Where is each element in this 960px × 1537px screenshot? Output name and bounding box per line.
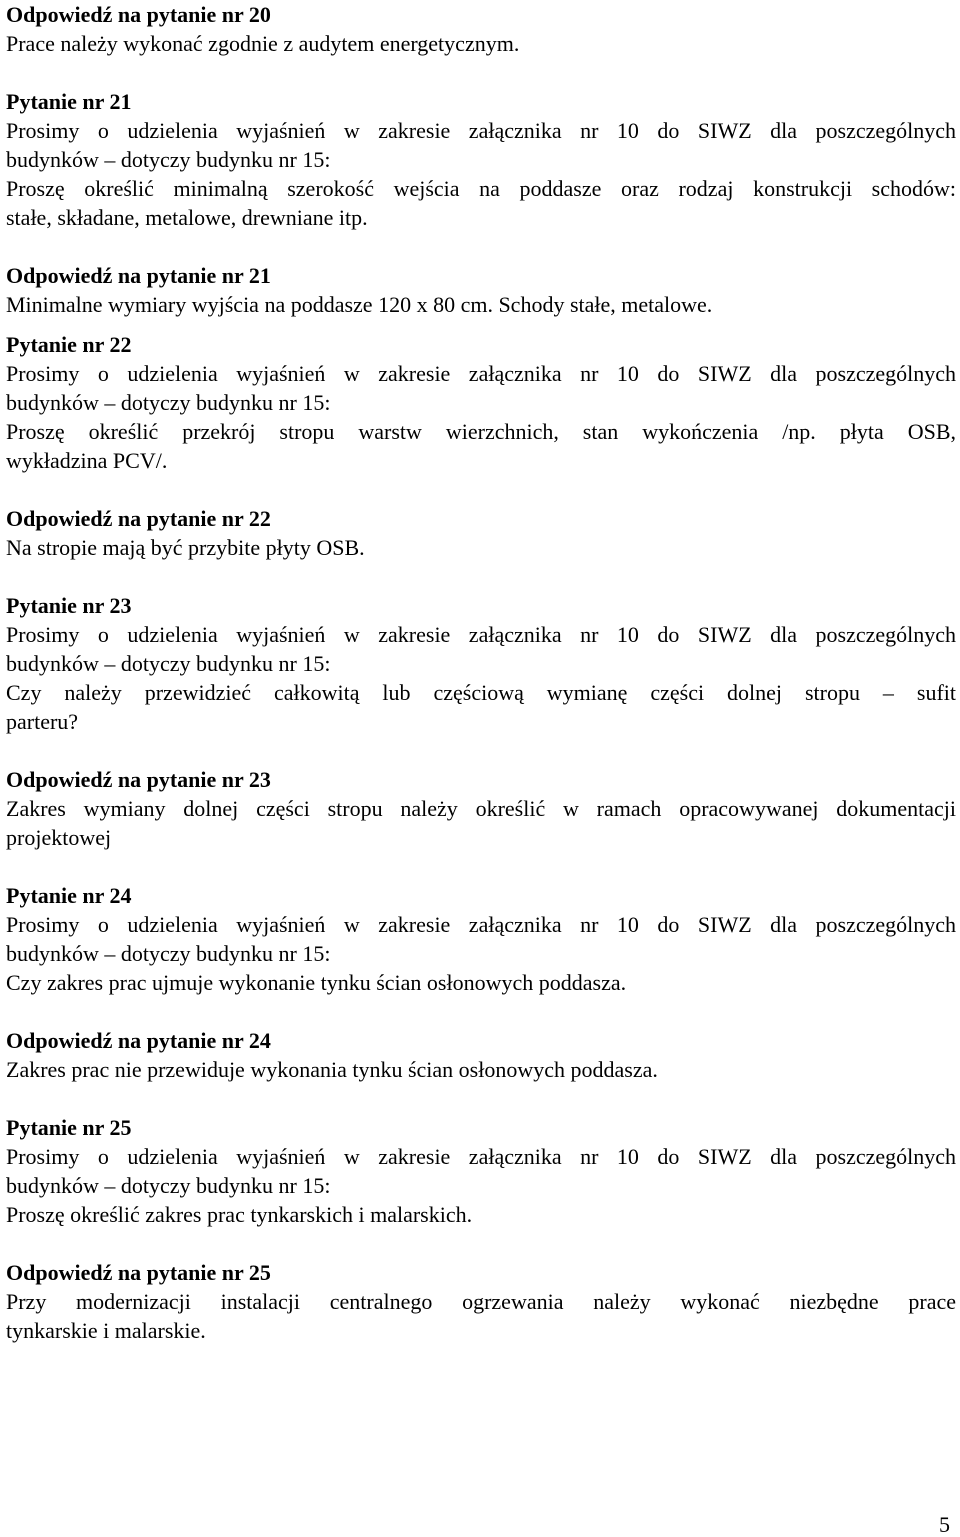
text-line: budynków – dotyczy budynku nr 15: [6,1173,331,1198]
text-line: Zakres wymiany dolnej części stropu należy określić w ramach opracowywanej dokumentacji [6,796,956,821]
document-page [6,0,956,1345]
text-line: Prosimy o udzielenia wyjaśnień w zakresie załącznika nr 10 do SIWZ dla poszczególnych [6,361,956,386]
question-block [6,881,956,997]
text-line: Minimalne wymiary wyjścia na poddasze 120 x 80 cm. Schody stałe, metalowe. [6,292,713,317]
text-line: Na stropie mają być przybite płyty OSB. [6,535,365,560]
answer-block [6,765,956,852]
text-line: stałe, składane, metalowe, drewniane itp. [6,205,368,230]
text-line: Zakres prac nie przewiduje wykonania tynku ścian osłonowych poddasza. [6,1057,658,1082]
question-heading: Pytanie nr 23 [6,593,132,618]
text-line: parteru? [6,709,79,734]
text-line: budynków – dotyczy budynku nr 15: [6,390,331,415]
question-block [6,330,956,475]
text-line: Przy modernizacji instalacji centralnego ogrzewania należy wykonać niezbędne prace [6,1289,956,1314]
text-line: Czy zakres prac ujmuje wykonanie tynku ścian osłonowych poddasza. [6,970,627,995]
paragraph-gap [6,1084,956,1113]
answer-heading: Odpowiedź na pytanie nr 22 [6,506,271,531]
paragraph-gap [6,852,956,881]
question-heading: Pytanie nr 25 [6,1115,132,1140]
answer-heading: Odpowiedź na pytanie nr 24 [6,1028,271,1053]
text-line: Prosimy o udzielenia wyjaśnień w zakresie załącznika nr 10 do SIWZ dla poszczególnych [6,912,956,937]
text-line: Proszę określić przekrój stropu warstw wierzchnich, stan wykończenia /np. płyta OSB, [6,419,956,444]
question-block [6,1113,956,1229]
paragraph-gap [6,1229,956,1258]
question-heading: Pytanie nr 21 [6,89,132,114]
answer-block [6,261,956,319]
paragraph-gap [6,736,956,765]
question-block [6,87,956,232]
text-line: Proszę określić minimalną szerokość wejścia na poddasze oraz rodzaj konstrukcji schodów: [6,176,956,201]
text-line: projektowej [6,825,112,850]
page-number: 5 [939,1512,950,1537]
text-line: budynków – dotyczy budynku nr 15: [6,651,331,676]
answer-heading: Odpowiedź na pytanie nr 25 [6,1260,271,1285]
text-line: Czy należy przewidzieć całkowitą lub częściową wymianę części dolnej stropu – sufit [6,680,956,705]
paragraph-gap [6,232,956,261]
paragraph-gap [6,475,956,504]
answer-block [6,504,956,562]
text-line: Prace należy wykonać zgodnie z audytem energetycznym. [6,31,520,56]
paragraph-gap [6,997,956,1026]
answer-heading: Odpowiedź na pytanie nr 20 [6,2,271,27]
text-line: budynków – dotyczy budynku nr 15: [6,941,331,966]
text-line: Prosimy o udzielenia wyjaśnień w zakresie załącznika nr 10 do SIWZ dla poszczególnych [6,622,956,647]
text-line: tynkarskie i malarskie. [6,1318,206,1343]
text-line: budynków – dotyczy budynku nr 15: [6,147,331,172]
question-heading: Pytanie nr 24 [6,883,132,908]
text-line: Prosimy o udzielenia wyjaśnień w zakresie załącznika nr 10 do SIWZ dla poszczególnych [6,1144,956,1169]
paragraph-gap [6,58,956,87]
text-line: Proszę określić zakres prac tynkarskich i malarskich. [6,1202,473,1227]
question-block [6,591,956,736]
text-line: Prosimy o udzielenia wyjaśnień w zakresie załącznika nr 10 do SIWZ dla poszczególnych [6,118,956,143]
answer-block [6,1258,956,1345]
answer-block [6,0,956,58]
paragraph-gap [6,562,956,591]
question-heading: Pytanie nr 22 [6,332,132,357]
answer-block [6,1026,956,1084]
answer-heading: Odpowiedź na pytanie nr 21 [6,263,271,288]
text-line: wykładzina PCV/. [6,448,168,473]
answer-heading: Odpowiedź na pytanie nr 23 [6,767,271,792]
